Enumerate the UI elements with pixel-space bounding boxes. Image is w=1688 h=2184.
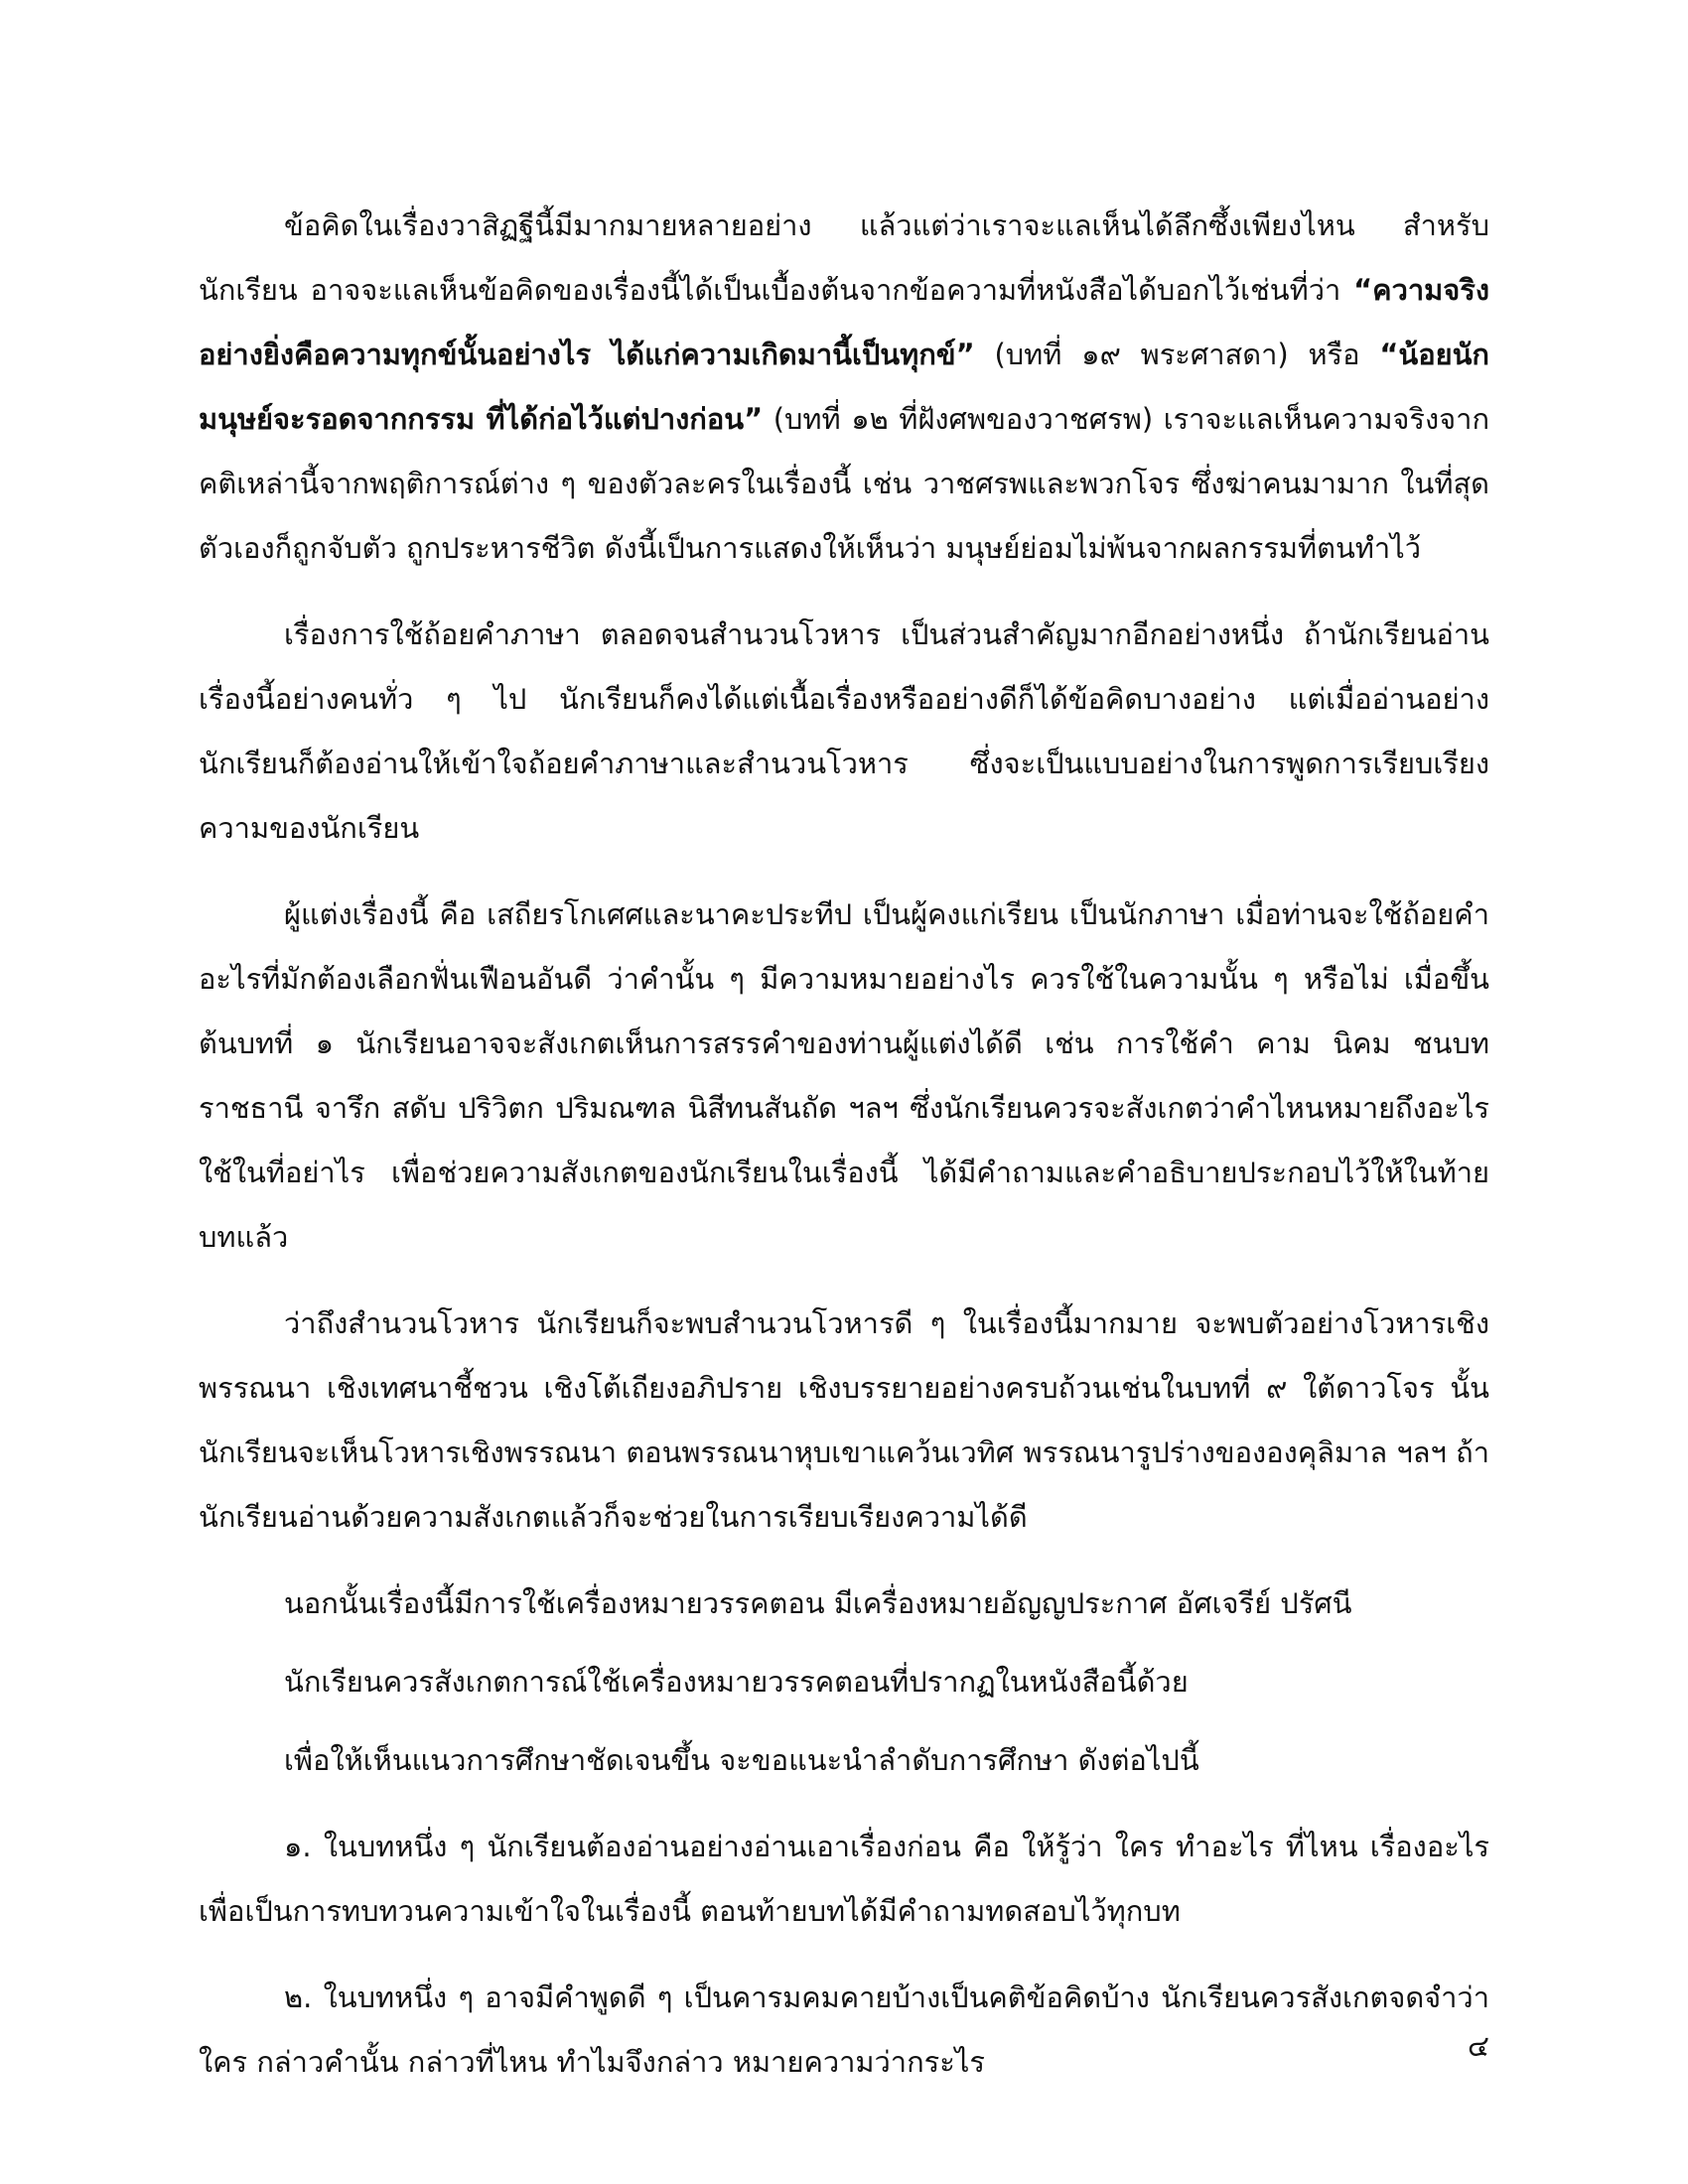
- text-run: เพื่อให้เห็นแนวการศึกษาชัดเจนขึ้น จะขอแนะนำลำดับการศึกษา ดังต่อไปนี้: [284, 1743, 1199, 1777]
- paragraph: [199, 1650, 1489, 1714]
- paragraph: [199, 603, 1489, 861]
- text-run: นักเรียนควรสังเกตการณ์ใช้เครื่องหมายวรรคตอนที่ปรากฏในหนังสือนี้ด้วย: [284, 1665, 1189, 1699]
- page-number: ๔: [1468, 2029, 1489, 2063]
- text-run: ผู้แต่งเรื่องนี้ คือ เสถียรโกเศศและนาคะประทีป เป็นผู้คงแก่เรียน เป็นนักภาษา เมื่อท่านจะใช้ถ้อยคำอะไรที่มักต้องเลือกฟั่นเฟือนอันดี ว่าคำนั้น ๆ มีความหมายอย่างไร ควรใช้ในความนั้น ๆ หรือไม่ เมื่อขึ้นต้นบทที่ ๑ นักเรียนอาจจะสังเกตเห็นการสรรคำของท่านผู้แต่งได้ดี เช่น การใช้คำ คาม นิคม ชนบท ราชธานี จารึก สดับ ปริวิตก ปริมณฑล นิสีทนสันถัด ฯลฯ ซึ่งนักเรียนควรจะสังเกตว่าคำไหนหมายถึงอะไร ใช้ในที่อย่าไร เพื่อช่วยความสังเกตของนักเรียนในเรื่องนี้ ได้มีคำถามและคำอธิบายประกอบไว้ให้ในท้ายบทแล้ว: [199, 897, 1489, 1254]
- text-run: (บทที่ ๑๙ พระศาสดา) หรือ: [974, 338, 1380, 371]
- body-text: [199, 194, 1489, 2095]
- paragraph: [199, 883, 1489, 1270]
- bold-quote: “ความจริงอย่างยิ่งคือความทุกข์นั้นอย่างไร ได้แก่ความเกิดมานี้เป็นทุกข์”: [199, 273, 1489, 371]
- text-run: (บทที่ ๑๒ ที่ฝังศพของวาชศรพ) เราจะแลเห็นความจริงจากคติเหล่านี้จากพฤติการณ์ต่าง ๆ ของตัวละครในเรื่องนี้ เช่น วาชศรพและพวกโจร ซึ่งฆ่าคนมามาก ในที่สุดตัวเองก็ถูกจับตัว ถูกประหารชีวิต ดังนี้เป็นการแสดงให้เห็นว่า มนุษย์ย่อมไม่พ้นจากผลกรรมที่ตนทำไว้: [199, 402, 1489, 565]
- paragraph: [199, 194, 1489, 581]
- paragraph: [199, 1966, 1489, 2095]
- bold-quote: “น้อยนัก มนุษย์จะรอดจากกรรม ที่ได้ก่อไว้แต่ปางก่อน”: [199, 338, 1489, 436]
- paragraph: [199, 1571, 1489, 1636]
- text-run: ว่าถึงสำนวนโวหาร นักเรียนก็จะพบสำนวนโวหารดี ๆ ในเรื่องนี้มากมาย จะพบตัวอย่างโวหารเชิงพรรณนา เชิงเทศนาชี้ชวน เชิงโต้เถียงอภิปราย เชิงบรรยายอย่างครบถ้วนเช่นในบทที่ ๙ ใต้ดาวโจร นั้น นักเรียนจะเห็นโวหารเชิงพรรณนา ตอนพรรณนาหุบเขาแคว้นเวทิศ พรรณนารูปร่างขององคุลิมาล ฯลฯ ถ้านักเรียนอ่านด้วยความสังเกตแล้วก็จะช่วยในการเรียบเรียงความได้ดี: [199, 1306, 1489, 1534]
- text-run: ข้อคิดในเรื่องวาสิฏฐีนี้มีมากมายหลายอย่าง แล้วแต่ว่าเราจะแลเห็นได้ลึกซึ้งเพียงไหน สำหรับนักเรียน อาจจะแลเห็นข้อคิดของเรื่องนี้ได้เป็นเบื้องต้นจากข้อความที่หนังสือได้บอกไว้เช่นที่ว่า: [199, 208, 1489, 307]
- paragraph: [199, 1292, 1489, 1550]
- text-run: ๑. ในบทหนึ่ง ๆ นักเรียนต้องอ่านอย่างอ่านเอาเรื่องก่อน คือ ให้รู้ว่า ใคร ทำอะไร ที่ไหน เรื่องอะไร เพื่อเป็นการทบทวนความเข้าใจในเรื่องนี้ ตอนท้ายบทได้มีคำถามทดสอบไว้ทุกบท: [199, 1830, 1489, 1928]
- text-run: เรื่องการใช้ถ้อยคำภาษา ตลอดจนสำนวนโวหาร เป็นส่วนสำคัญมากอีกอย่างหนึ่ง ถ้านักเรียนอ่านเรื่องนี้อย่างคนทั่ว ๆ ไป นักเรียนก็คงได้แต่เนื้อเรื่องหรืออย่างดีก็ได้ข้อคิดบางอย่าง แต่เมื่ออ่านอย่างนักเรียนก็ต้องอ่านให้เข้าใจถ้อยคำภาษาและสำนวนโวหาร ซึ่งจะเป็นแบบอย่างในการพูดการเรียบเรียงความของนักเรียน: [199, 617, 1489, 845]
- text-run: ๒. ในบทหนึ่ง ๆ อาจมีคำพูดดี ๆ เป็นคารมคมคายบ้างเป็นคติข้อคิดบ้าง นักเรียนควรสังเกตจดจำว่า ใคร กล่าวคำนั้น กล่าวที่ไหน ทำไมจึงกล่าว หมายความว่ากระไร: [199, 1980, 1489, 2079]
- paragraph: [199, 1728, 1489, 1793]
- text-run: นอกนั้นเรื่องนี้มีการใช้เครื่องหมายวรรคตอน มีเครื่องหมายอัญญประกาศ อัศเจรีย์ ปรัศนี: [284, 1586, 1352, 1620]
- paragraph: [199, 1815, 1489, 1944]
